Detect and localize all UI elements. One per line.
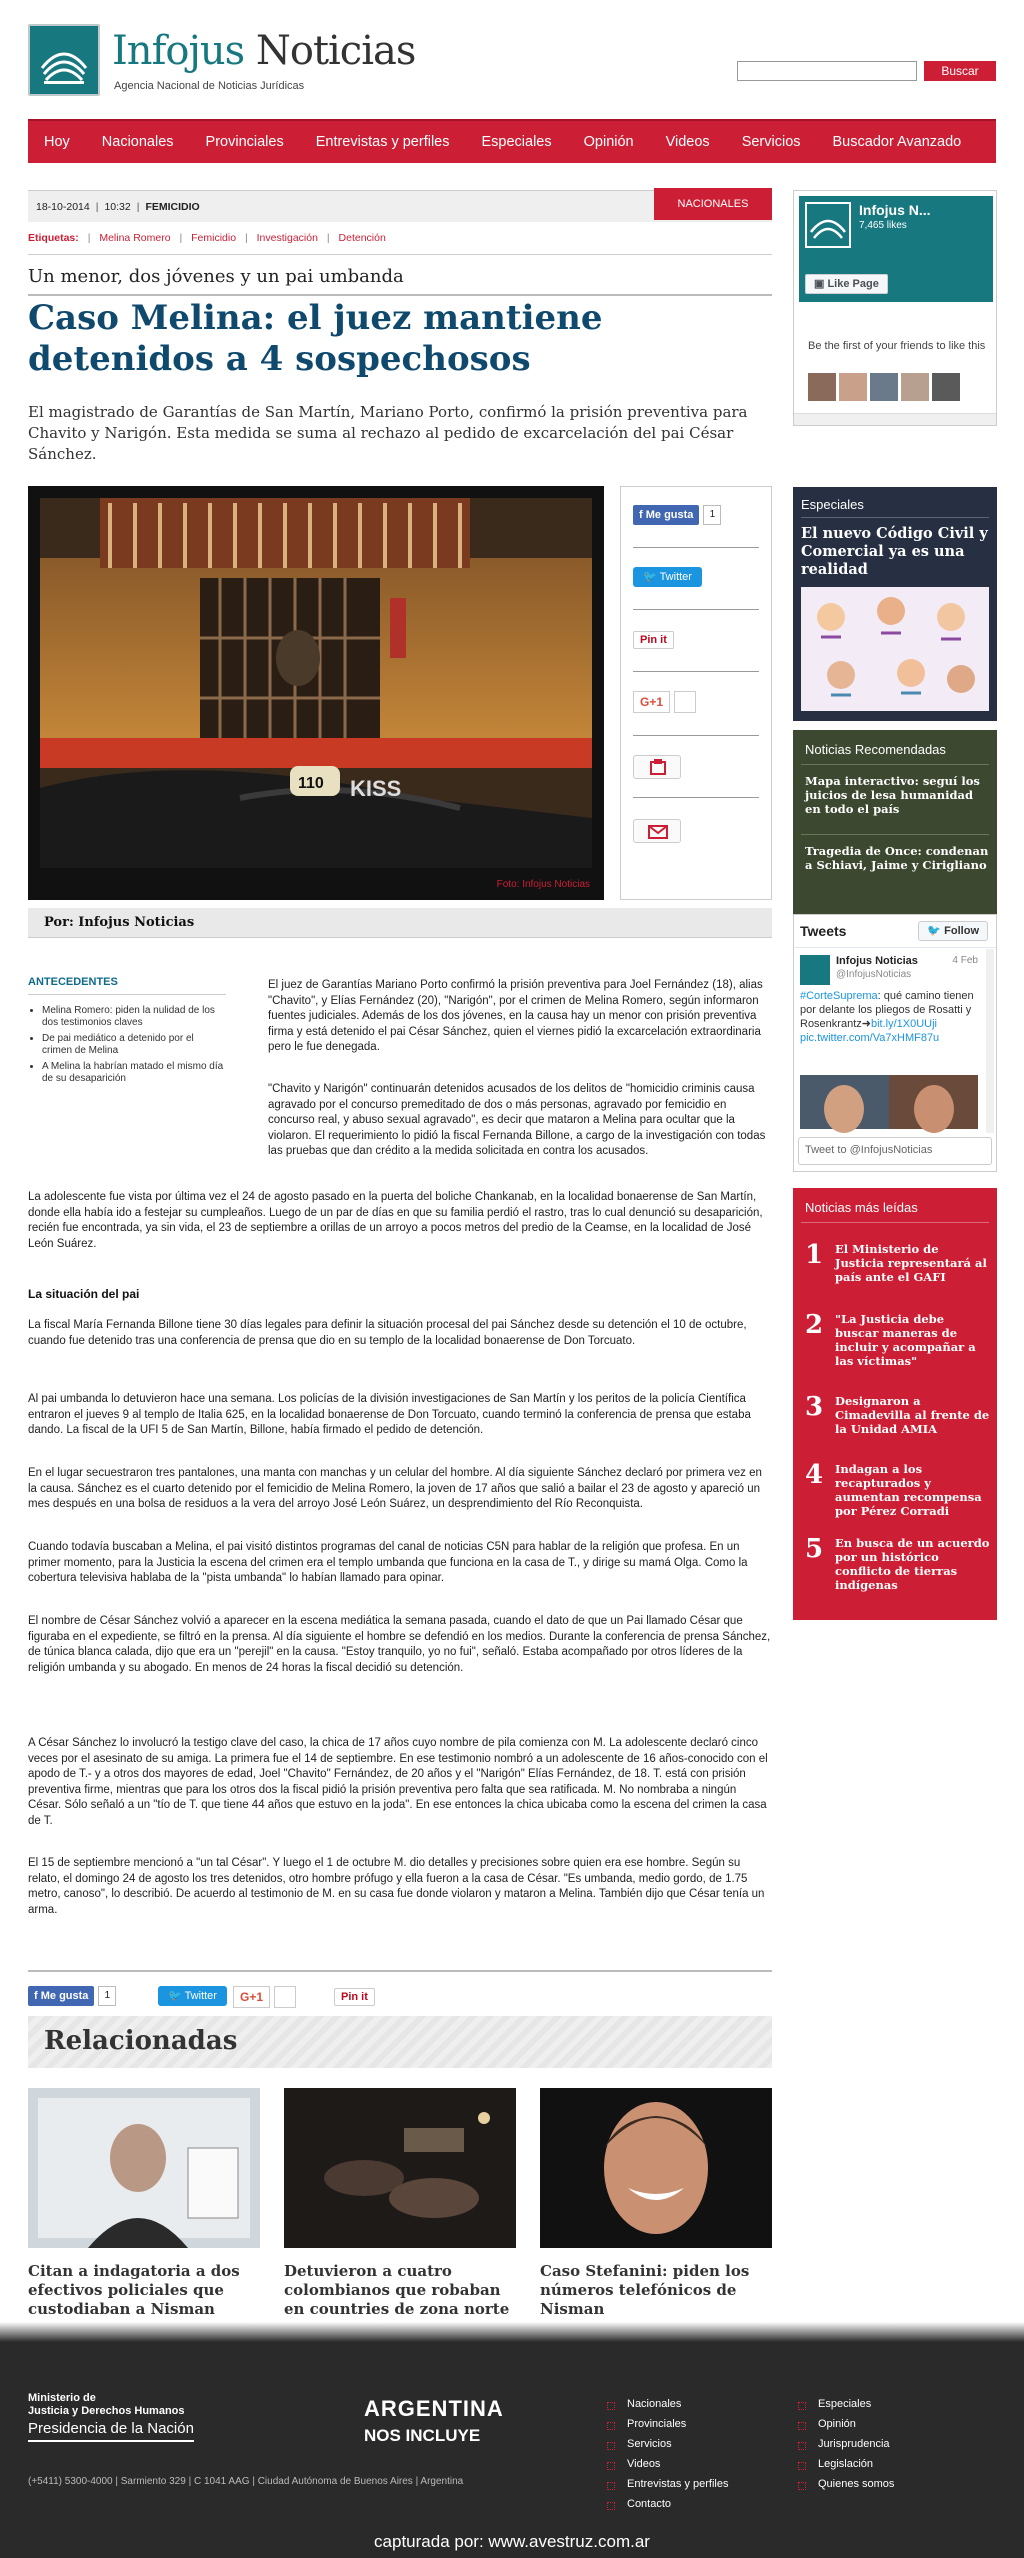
footer-link[interactable]: Quienes somos	[818, 2478, 895, 2490]
article-paragraph: Al pai umbanda lo detuvieron hace una semana. Los policías de la división investigaciones de San Martín y los peritos de la policía Científica entraron el jueves 9 al templo de Italia 625, en la localidad bonaerense de Don Torcuato, cuando terminó la conferencia de prensa que estaba dando. La fiscal de la UFI 5 de San Martín, Billone, había firmado el pedido de detención.	[28, 1393, 751, 1436]
recomendadas-label: Noticias Recomendadas	[805, 742, 946, 757]
pinterest-button[interactable]: Pin it	[334, 1988, 375, 2006]
footer-link[interactable]: Jurisprudencia	[818, 2438, 890, 2450]
tweet-author[interactable]: Infojus Noticias	[836, 955, 918, 967]
presidency-logo[interactable]: Presidencia de la Nación	[28, 2420, 194, 2442]
nav-item-videos[interactable]: Videos	[665, 134, 710, 150]
tag-link[interactable]: Melina Romero	[99, 232, 171, 244]
divider	[633, 609, 759, 610]
divider	[801, 1222, 989, 1223]
logo-emblem-icon	[28, 24, 100, 96]
article-summary: El magistrado de Garantías de San Martín, Mariano Porto, confirmó la prisión preventiva para Chavito y Narigón. Esta medida se suma al rechazo al pedido de excarcelación del pai César Sánchez.	[28, 403, 748, 463]
tag-link[interactable]: Femicidio	[191, 232, 237, 244]
capture-credit: capturada por: www.avestruz.com.ar	[374, 2532, 650, 2551]
tweet-image[interactable]	[800, 1075, 978, 1129]
divider	[28, 254, 772, 255]
article-paragraph: A César Sánchez lo involucró la testigo clave del caso, la chica de 17 años cuyo nombre de pila comienza con M. La adolescente declaró cinco veces por el asesinato de su amiga. La primera fue el 14 de septiembre. En ese testimonio nombró a un adolescente de 16 años-conocido con el apodo de T.- y a otros dos mayores de edad, Joel "Chavito" Fernández, de 20 años y el "Narigón" Elías Fernández, de 18. T. está con prisión preventiva firme, mientras que para los otros dos la fiscal pidió la prisión preventiva pero falta que sea ratificada. M. No nombraba a ningún César. Sólo señaló a un "tío de T. que tiene 44 años que estuvo en la joda". En ese entonces la chica ubicaba como la escena del crimen la casa de T.	[28, 1737, 768, 1827]
related-title[interactable]: Detuvieron a cuatro colombianos que robaban en countries de zona norte	[284, 2262, 510, 2318]
facebook-page-cover[interactable]	[799, 196, 993, 302]
article-time: 10:32	[104, 200, 131, 213]
twitter-widget	[793, 914, 997, 1172]
related-image[interactable]	[540, 2088, 772, 2248]
article-paragraph: El juez de Garantías Mariano Porto confirmó la prisión preventiva para Joel Fernández (18), alias "Chavito", y Elías Fernández (20), "Narigón", por el crimen de Melina Romero, según informaron fuentes judiciales. Además de los dos jóvenes, en la causa hay un menor con prisión preventiva firma y está detenido el pai César Sánchez, quien el viernes pidió la excarcelación extraordinaria pero le fue denegada.	[268, 979, 763, 1053]
facebook-friends-avatars	[808, 373, 960, 401]
avatar[interactable]	[839, 373, 867, 401]
related-image[interactable]	[284, 2088, 516, 2248]
google-plus-button[interactable]: G+1	[233, 1986, 270, 2008]
section-badge[interactable]: NACIONALES	[654, 188, 772, 220]
twitter-share-button[interactable]: 🐦 Twitter	[158, 1986, 227, 2006]
ministry-logo[interactable]: Ministerio de Justicia y Derechos Humanos	[28, 2392, 185, 2417]
article-paragraph: El 15 de septiembre mencionó a "un tal César". Y luego el 1 de octubre M. dio detalles y precisiones sobre quien era ese hombre. Según su relato, el domingo 24 de agosto los tres detenidos, otro hombre prófugo y ella fueron a la casa de César. "Es umbanda, medio gordo, de 1.75 metro, canoso", lo describió. De acuerdo al testimonio de M. en su casa fue donde violaron y mataron a Melina. También dijo que César tenía un arma.	[28, 1857, 765, 1916]
mas-leidas-number: 5	[805, 1534, 824, 1564]
facebook-like-page-button[interactable]: ▣ Like Page	[805, 274, 888, 294]
nav-item-buscador[interactable]: Buscador Avanzado	[832, 134, 962, 150]
related-image[interactable]	[28, 2088, 260, 2248]
mas-leidas-number: 4	[805, 1460, 824, 1490]
relacionadas-header	[28, 2016, 772, 2068]
avatar[interactable]	[870, 373, 898, 401]
mas-leidas-title[interactable]: En busca de un acuerdo por un histórico conflicto de tierras indígenas	[835, 1536, 990, 1592]
site-footer	[0, 2342, 1024, 2558]
mas-leidas-number: 1	[805, 1240, 824, 1270]
mas-leidas-number: 2	[805, 1310, 824, 1340]
divider	[633, 735, 759, 736]
tweet-to-input[interactable]: Tweet to @InfojusNoticias	[798, 1137, 992, 1165]
antecedente-link[interactable]: • Melina Romero: piden la nulidad de los dos testimonios claves	[42, 1005, 226, 1029]
argentina-logo: ARGENTINA	[364, 2396, 504, 2421]
related-card[interactable]	[284, 2088, 516, 2319]
avatar[interactable]	[932, 373, 960, 401]
article-paragraph: "Chavito y Narigón" continuarán detenidos acusados de los delitos de "homicidio criminis causa agravado por el concurso premeditado de dos o más personas, agravado por femicidio en concurso real, y abuso sexual agravado", es decir que mataron a Melina para ocultar que la violaron. El requerimiento lo pidió la fiscal Fernanda Billone, a cargo de la investigación con todas las pruebas que dan crédito a la medida solicitada en contra los acusados.	[268, 1083, 766, 1157]
google-plus-count	[674, 691, 696, 713]
nav-item-provinciales[interactable]: Provinciales	[205, 134, 284, 150]
especiales-title[interactable]: El nuevo Código Civil y Comercial ya es una realidad	[801, 525, 988, 578]
share-column	[620, 486, 772, 900]
article-photo[interactable]	[40, 498, 592, 868]
nav-item-opinion[interactable]: Opinión	[583, 134, 634, 150]
divider	[801, 834, 989, 835]
footer-link[interactable]: Nacionales	[627, 2398, 682, 2410]
google-plus-button[interactable]: G+1	[633, 691, 670, 713]
logo-wordmark: Infojus Noticias	[112, 28, 416, 74]
article-paragraph: La adolescente fue vista por última vez el 24 de agosto pasado en la puerta del boliche Chankanab, en la localidad bonaerense de San Martín, donde ella había ido a festejar su cumpleaños. Luego de un par de días en que su familia perdió el rastro, tras lo cual denunció su desaparición, recién fue encontrada, ya sin vida, el 23 de septiembre a orillas de un arroyo a pocos metros del predio de la Ceamse, en la localidad de José León Suárez.	[28, 1191, 763, 1250]
mas-leidas-title[interactable]: El Ministerio de Justicia representará al país ante el GAFI	[835, 1242, 987, 1284]
antecedentes-box	[28, 976, 226, 1089]
pinterest-button[interactable]: Pin it	[633, 631, 674, 649]
facebook-page-title: Infojus N...	[859, 202, 931, 218]
related-card[interactable]	[540, 2088, 772, 2319]
tweet-date[interactable]: 4 Feb	[952, 955, 978, 966]
mas-leidas-label: Noticias más leídas	[805, 1200, 918, 1215]
relacionadas-title: Relacionadas	[44, 2026, 238, 2056]
email-icon[interactable]	[633, 819, 681, 843]
divider	[633, 797, 759, 798]
site-header	[0, 0, 1024, 110]
footer-link[interactable]: Especiales	[818, 2398, 872, 2410]
footer-link[interactable]: Provinciales	[627, 2418, 687, 2430]
nav-item-hoy[interactable]: Hoy	[44, 134, 70, 150]
article-paragraph: En el lugar secuestraron tres pantalones, una manta con manchas y un celular del hombre. Al día siguiente Sánchez declaró por primera vez en la causa. Sánchez es el cuarto detenido por el femicidio de Melina Romero, la joven de 17 años que salió a bailar el 23 de agosto y apareció un mes después en una bolsa de residuos a la vera del arroyo José León Suárez, un desprendimiento del Río Reconquista.	[28, 1467, 762, 1510]
nav-item-nacionales[interactable]: Nacionales	[101, 134, 174, 150]
facebook-friends-text: Be the first of your friends to like this	[808, 340, 986, 352]
main-nav	[28, 119, 996, 163]
article-subheading: La situación del pai	[28, 1287, 140, 1301]
tag-link[interactable]: Investigación	[256, 232, 318, 244]
antecedentes-title: ANTECEDENTES	[28, 976, 226, 995]
facebook-like-button[interactable]: f Me gusta	[28, 1986, 94, 2006]
facebook-like-count: 1	[703, 505, 721, 525]
svg-text:KISS: KISS	[350, 776, 402, 801]
footer-link[interactable]: Servicios	[627, 2438, 672, 2450]
mas-leidas-box	[793, 1188, 997, 1620]
related-title[interactable]: Caso Stefanini: piden los números telefónicos de Nisman	[540, 2262, 750, 2318]
facebook-page-widget	[793, 190, 997, 426]
widget-scrollbar[interactable]	[794, 413, 996, 425]
related-card[interactable]	[28, 2088, 260, 2319]
avatar[interactable]	[808, 373, 836, 401]
recomendada-link[interactable]: Tragedia de Once: condenan a Schiavi, Jaime y Cirigliano	[805, 844, 989, 872]
avatar[interactable]	[901, 373, 929, 401]
divider	[633, 671, 759, 672]
article-headline: Caso Melina: el juez mantiene detenidos a 4 sospechosos	[28, 298, 603, 379]
footer-link[interactable]: Videos	[627, 2458, 661, 2470]
search-button[interactable]: Buscar	[924, 61, 996, 81]
article-meta-bar: 18-10-2014 | 10:32 | FEMICIDIO	[28, 190, 772, 222]
tweets-label: Tweets	[800, 923, 847, 939]
tags-row: Etiquetas: | Melina Romero | Femicidio | Investigación | Detención	[28, 232, 386, 244]
recomendadas-box	[793, 730, 997, 934]
tag-link[interactable]: Detención	[338, 232, 386, 244]
tweet-handle[interactable]: @InfojusNoticias	[836, 969, 912, 980]
especiales-image[interactable]	[801, 587, 989, 711]
mas-leidas-title[interactable]: "La Justicia debe buscar maneras de incluir y acompañar a las víctimas"	[835, 1312, 976, 1368]
recomendada-link[interactable]: Mapa interactivo: seguí los juicios de lesa humanidad en todo el país	[805, 774, 980, 816]
nav-item-entrevistas[interactable]: Entrevistas y perfiles	[315, 134, 450, 150]
antecedente-link[interactable]: • De pai mediático a detenido por el crimen de Melina	[42, 1033, 226, 1057]
tweet-avatar-icon[interactable]	[800, 955, 830, 985]
footer-link[interactable]: Opinión	[818, 2418, 856, 2430]
article-paragraph: El nombre de César Sánchez volvió a aparecer en la escena mediática la semana pasada, cuando el dato de que un Pai llamado César que figuraba en el expediente, se filtró en la prensa. Al día siguiente el hombre se defendió en los medios. Durante la conferencia de prensa Sánchez, de túnica blanca calada, dijo que era un "perejil" en la causa. "Estoy tranquilo, yo no fui", señaló. Estaba acompañado por otros líderes de la religión umbanda y su abogado. En menos de 24 horas la fiscal decidió su detención.	[28, 1615, 771, 1674]
nos-incluye-logo: NOS INCLUYE	[364, 2426, 481, 2445]
article-paragraph: Cuando todavía buscaban a Melina, el pai visitó distintos programas del canal de noticias C5N para hablar de la religión que profesa. En un primer momento, para la Justicia la escena del crimen era el templo umbanda que funciona en la casa de T., y dirige su mamá Olga. Como la cobertura televisiva hablaba de la "pista umbanda" lo habían llamado para opinar.	[28, 1541, 748, 1584]
footer-fade	[0, 2322, 1024, 2342]
photo-credit: Foto: Infojus Noticias	[496, 879, 590, 890]
facebook-like-count: 1	[98, 1986, 116, 2006]
tweet-text: #CorteSuprema: qué camino tienen por delante los pliegos de Rosatti y Rosenkrantz➜bit.ly/1X0UUji pic.twitter.com/Va7xHMF87u	[800, 990, 974, 1044]
site-logo[interactable]	[28, 24, 416, 98]
article-date: 18-10-2014	[36, 200, 90, 213]
divider	[633, 547, 759, 548]
nav-item-servicios[interactable]: Servicios	[741, 134, 801, 150]
divider	[28, 294, 772, 296]
footer-link[interactable]: Entrevistas y perfiles	[627, 2478, 729, 2490]
especiales-label: Especiales	[801, 497, 864, 512]
article-paragraph: La fiscal María Fernanda Billone tiene 30 días legales para definir la situación procesal del pai Sánchez desde su detención el 10 de octubre, cuando fue detenido tras una conferencia de prensa que dio en su templo de la localidad bonaerense de Don Torcuato.	[28, 1319, 747, 1347]
related-title[interactable]: Citan a indagatoria a dos efectivos policiales que custodiaban a Nisman	[28, 2262, 240, 2318]
divider	[794, 947, 996, 948]
divider	[801, 764, 989, 765]
facebook-like-button[interactable]: f Me gusta	[633, 505, 699, 525]
svg-text:110: 110	[298, 775, 324, 792]
facebook-page-avatar-icon	[805, 202, 851, 248]
tweet-scrollbar[interactable]	[986, 949, 994, 1133]
article-kicker: Un menor, dos jóvenes y un pai umbanda	[28, 266, 404, 287]
especiales-box[interactable]	[793, 487, 997, 721]
mas-leidas-title[interactable]: Designaron a Cimadevilla al frente de la Unidad AMIA	[835, 1394, 990, 1436]
google-plus-count	[274, 1986, 296, 2008]
divider	[801, 517, 989, 518]
footer-link[interactable]: Legislación	[818, 2458, 874, 2470]
mas-leidas-number: 3	[805, 1392, 824, 1422]
footer-link[interactable]: Contacto	[627, 2498, 672, 2510]
antecedente-link[interactable]: • A Melina la habrían matado el mismo día de su desaparición	[42, 1061, 226, 1085]
twitter-share-button[interactable]: 🐦 Twitter	[633, 567, 702, 587]
print-icon[interactable]	[633, 755, 681, 779]
bottom-share-bar	[28, 1970, 772, 2014]
byline-bar	[28, 908, 772, 938]
facebook-page-likes: 7,465 likes	[859, 220, 907, 231]
twitter-follow-button[interactable]: 🐦 Follow	[918, 921, 988, 941]
article-byline: Por: Infojus Noticias	[44, 915, 195, 930]
article-photo-frame	[28, 486, 604, 900]
tags-label: Etiquetas:	[28, 232, 79, 244]
nav-item-especiales[interactable]: Especiales	[481, 134, 552, 150]
antecedentes-list	[28, 1005, 226, 1085]
article-category: FEMICIDIO	[145, 200, 200, 213]
logo-tagline: Agencia Nacional de Noticias Jurídicas	[114, 80, 305, 92]
footer-address: (+5411) 5300-4000 | Sarmiento 329 | C 1041 AAG | Ciudad Autónoma de Buenos Aires | Argentina	[28, 2476, 464, 2487]
mas-leidas-title[interactable]: Indagan a los recapturados y aumentan recompensa por Pérez Corradi	[835, 1462, 982, 1518]
search-input[interactable]	[737, 61, 917, 81]
